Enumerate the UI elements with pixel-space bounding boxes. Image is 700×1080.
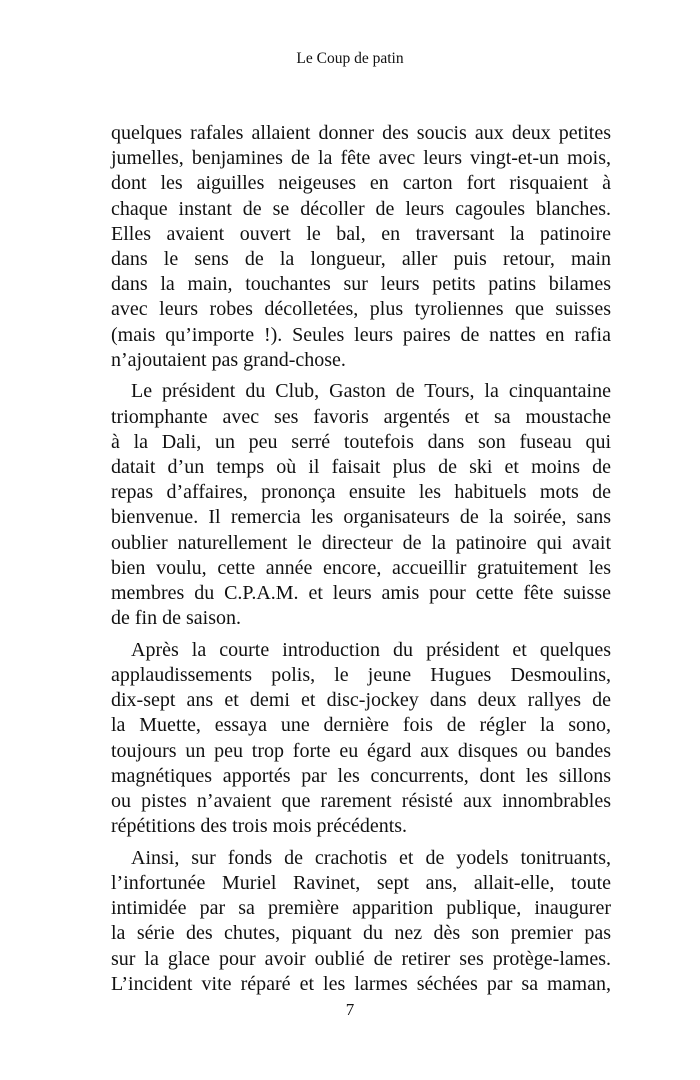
text-line: L’incident vite réparé et les larmes séchées par sa maman, xyxy=(111,972,611,995)
text-line: la Muette, essaya une dernière fois de régler la sono, xyxy=(111,714,611,737)
text-line: de fin de saison. xyxy=(111,607,241,630)
text-line: (mais qu’importe !). Seules leurs paires de nattes en rafia xyxy=(111,323,611,346)
running-header: Le Coup de patin xyxy=(296,50,404,67)
text-line: la série des chutes, piquant du nez dès son premier pas xyxy=(111,922,611,945)
text-line: chaque instant de se décoller de leurs cagoules blanches. xyxy=(111,197,611,220)
paragraph xyxy=(111,121,611,373)
text-line: Après la courte introduction du président et quelques xyxy=(131,638,611,661)
paragraph xyxy=(111,846,611,997)
text-line: repas d’affaires, prononça ensuite les habituels mots de xyxy=(111,481,611,504)
text-line: datait d’un temps où il faisait plus de ski et moins de xyxy=(111,455,611,478)
paragraph xyxy=(111,379,611,631)
text-line: applaudissements polis, le jeune Hugues Desmoulins, xyxy=(111,663,611,686)
text-line: triomphante avec ses favoris argentés et sa moustache xyxy=(111,405,611,428)
text-line: répétitions des trois mois précédents. xyxy=(111,815,408,838)
page-body xyxy=(111,121,611,1003)
text-line: sur la glace pour avoir oublié de retirer ses protège-lames. xyxy=(111,947,611,970)
paragraph xyxy=(111,638,611,840)
text-line: Elles avaient ouvert le bal, en traversant la patinoire xyxy=(111,222,611,245)
text-line: Le président du Club, Gaston de Tours, la cinquantaine xyxy=(131,380,611,403)
text-line: n’ajoutaient pas grand-chose. xyxy=(111,348,346,371)
text-line: magnétiques apportés par les concurrents, dont les sillons xyxy=(111,764,611,787)
text-line: quelques rafales allaient donner des soucis aux deux petites xyxy=(111,122,611,144)
text-line: dans le sens de la longueur, aller puis retour, main xyxy=(111,247,611,270)
text-line: bien voulu, cette année encore, accueillir gratuitement les xyxy=(111,556,611,579)
text-line: jumelles, benjamines de la fête avec leurs vingt-et-un mois, xyxy=(111,147,611,170)
text-line: dix-sept ans et demi et disc-jockey dans deux rallyes de xyxy=(111,689,611,712)
text-line: membres du C.P.A.M. et leurs amis pour cette fête suisse xyxy=(111,581,611,604)
text-line: oublier naturellement le directeur de la patinoire qui avait xyxy=(111,531,611,554)
text-line: bienvenue. Il remercia les organisateurs de la soirée, sans xyxy=(111,506,611,529)
text-line: Ainsi, sur fonds de crachotis et de yodels tonitruants, xyxy=(131,846,611,869)
text-line: toujours un peu trop forte eu égard aux disques ou bandes xyxy=(111,739,611,762)
text-line: avec leurs robes décolletées, plus tyroliennes que suisses xyxy=(111,298,611,321)
text-line: ou pistes n’avaient que rarement résisté aux innombrables xyxy=(111,789,611,812)
text-line: intimidée par sa première apparition publique, inaugurer xyxy=(111,897,611,920)
text-line: à la Dali, un peu serré toutefois dans son fuseau qui xyxy=(111,430,611,453)
text-line: l’infortunée Muriel Ravinet, sept ans, allait-elle, toute xyxy=(111,871,611,894)
text-line: dont les aiguilles neigeuses en carton fort risquaient à xyxy=(111,172,611,195)
page-number: 7 xyxy=(345,1000,355,1019)
text-line: dans la main, touchantes sur leurs petits patins bilames xyxy=(111,273,611,296)
